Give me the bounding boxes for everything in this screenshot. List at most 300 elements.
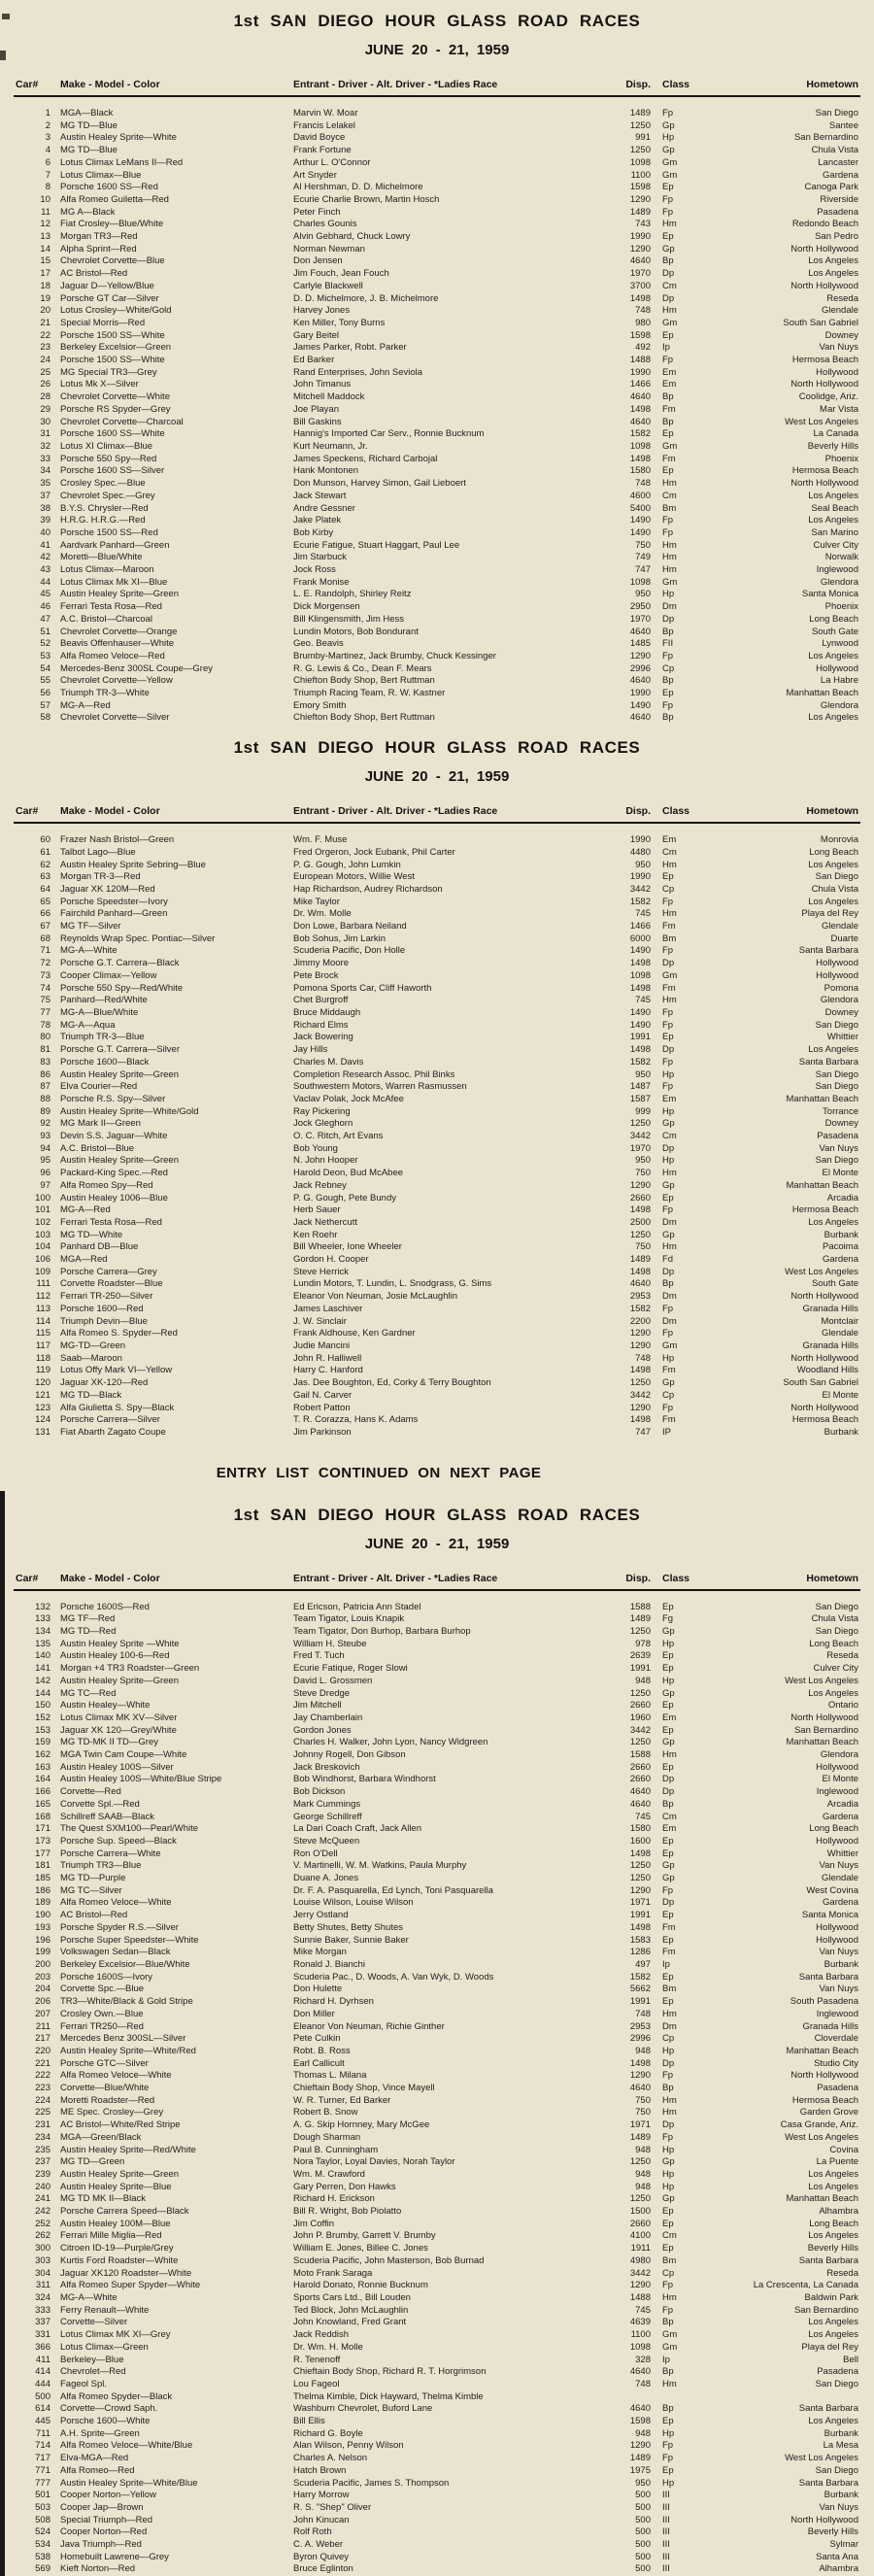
entry-row <box>0 1922 874 1935</box>
cell-make: Porsche 550 Spy—Red/White <box>60 982 184 994</box>
cell-car: 162 <box>35 1749 50 1761</box>
cell-class: Bp <box>662 2366 674 2378</box>
entry-row <box>0 1069 874 1082</box>
cell-home: Hollywood <box>816 1761 858 1773</box>
cell-home: Los Angeles <box>808 650 858 661</box>
cell-car: 331 <box>35 2329 50 2341</box>
cell-car: 100 <box>35 1192 50 1203</box>
cell-disp: 2660 <box>629 2218 651 2229</box>
cell-home: Sylmar <box>829 2539 858 2551</box>
cell-home: North Hollywood <box>790 1291 858 1303</box>
cell-car: 503 <box>35 2501 50 2513</box>
cell-disp: 328 <box>635 2354 651 2365</box>
cell-home: Gardena <box>823 1897 858 1909</box>
cell-home: Glendora <box>820 576 858 588</box>
cell-home: La Puente <box>816 2156 858 2168</box>
cell-home: Granada Hills <box>802 1339 858 1351</box>
cell-car: 67 <box>40 921 50 932</box>
entry-row <box>0 1812 874 1824</box>
cell-entrant: Moto Frank Saraga <box>293 2267 373 2279</box>
cell-home: Glendora <box>820 995 858 1006</box>
cell-car: 177 <box>35 1847 50 1859</box>
cell-make: Austin Healey 1006—Blue <box>60 1192 168 1203</box>
cell-home: Alhambra <box>819 2206 858 2218</box>
cell-home: Gardena <box>823 1254 858 1266</box>
cell-entrant: Dr. F. A. Pasquarella, Ed Lynch, Toni Pasquarella <box>293 1884 493 1896</box>
cell-disp: 1290 <box>629 193 651 205</box>
cell-car: 508 <box>35 2514 50 2525</box>
cell-disp: 950 <box>635 1155 651 1167</box>
cell-disp: 1970 <box>629 613 651 625</box>
cell-make: Porsche G.T. Carrera—Silver <box>60 1044 181 1056</box>
cell-make: A.C. Bristol—Blue <box>60 1142 135 1154</box>
cell-home: Duarte <box>830 932 858 944</box>
cell-home: Lancaster <box>818 156 858 168</box>
cell-disp: 1250 <box>629 1377 651 1389</box>
cell-car: 103 <box>35 1229 50 1240</box>
cell-home: Glendale <box>821 921 858 932</box>
cell-class: III <box>662 2514 670 2525</box>
cell-disp: 1098 <box>629 969 651 981</box>
entry-row <box>0 2305 874 2318</box>
cell-make: Fiat Crosley—Blue/White <box>60 219 164 230</box>
cell-entrant: Ed Ericson, Patricia Ann Stadel <box>293 1601 421 1612</box>
cell-home: Santa Barbara <box>798 1971 858 1983</box>
cell-disp: 1990 <box>629 871 651 883</box>
cell-make: Chevrolet Corvette—Silver <box>60 712 170 724</box>
cell-car: 171 <box>35 1823 50 1835</box>
cell-disp: 1991 <box>629 1996 651 2008</box>
cell-entrant: Pete Culkin <box>293 2033 341 2045</box>
entry-row <box>0 281 874 293</box>
cell-entrant: Eleanor Von Neuman, Josie McLaughlin <box>293 1291 457 1303</box>
cell-entrant: Harry Morrow <box>293 2490 350 2501</box>
cell-disp: 1489 <box>629 1613 651 1625</box>
entry-row <box>0 305 874 318</box>
cell-disp: 1250 <box>629 1737 651 1748</box>
cell-make: Aardvark Panhard—Green <box>60 539 170 551</box>
cell-car: 200 <box>35 1959 50 1970</box>
cell-make: Austin Healey—White <box>60 1700 151 1712</box>
cell-disp: 948 <box>635 1675 651 1686</box>
cell-make: Cooper Norton—Red <box>60 2526 148 2538</box>
entry-row <box>0 1094 874 1106</box>
cell-disp: 1911 <box>630 2243 651 2254</box>
cell-disp: 1466 <box>629 379 651 390</box>
cell-home: Monrovia <box>820 834 858 846</box>
cell-car: 159 <box>35 1737 50 1748</box>
cell-car: 106 <box>35 1254 50 1266</box>
cell-entrant: P. G. Gough, Pete Bundy <box>293 1192 396 1203</box>
cell-car: 252 <box>35 2218 50 2229</box>
entry-row <box>0 540 874 553</box>
entry-row <box>0 2416 874 2428</box>
cell-car: 62 <box>40 859 50 870</box>
cell-disp: 948 <box>635 2045 651 2056</box>
cell-class: Bp <box>662 2317 674 2328</box>
cell-car: 190 <box>35 1910 50 1921</box>
cell-class: Dp <box>662 1044 675 1056</box>
cell-home: Hollywood <box>816 1835 858 1847</box>
cell-disp: 1498 <box>629 1204 651 1216</box>
cell-home: Chula Vista <box>811 145 858 156</box>
cell-make: Alfa Romeo Spyder—Black <box>60 2390 173 2402</box>
cell-entrant: Richard H. Erickson <box>293 2193 375 2205</box>
entry-row <box>0 1230 874 1242</box>
cell-entrant: Robert B. Snow <box>293 2107 358 2118</box>
cell-car: 11 <box>41 206 50 218</box>
cell-disp: 1490 <box>629 515 651 526</box>
cell-disp: 1098 <box>629 156 651 168</box>
cell-entrant: Chiefton Body Shop, Bert Ruttman <box>293 712 435 724</box>
cell-disp: 4980 <box>629 2254 651 2266</box>
cell-home: Seal Beach <box>811 502 858 514</box>
cell-disp: 950 <box>635 859 651 870</box>
cell-disp: 750 <box>635 2107 651 2118</box>
cell-class: Dp <box>662 1897 675 1909</box>
cell-make: Fairchild Panhard—Green <box>60 908 168 920</box>
entry-row <box>0 1168 874 1180</box>
cell-home: Reseda <box>826 2267 858 2279</box>
cell-car: 39 <box>40 515 50 526</box>
entry-row <box>0 2255 874 2268</box>
entry-section-2 <box>0 738 874 1439</box>
entry-row <box>0 2009 874 2021</box>
cell-entrant: Chet Burgroff <box>293 995 349 1006</box>
cell-class: Gm <box>662 169 678 181</box>
cell-home: Downey <box>824 329 858 341</box>
cell-disp: 1990 <box>629 688 651 699</box>
cell-car: 104 <box>35 1241 50 1253</box>
entry-row <box>0 1180 874 1193</box>
cell-entrant: Jock Gleghorn <box>293 1118 353 1130</box>
column-header-class: Class <box>662 805 690 818</box>
cell-entrant: Jay Chamberlain <box>293 1712 363 1723</box>
entry-row <box>0 255 874 268</box>
entry-row <box>0 995 874 1007</box>
cell-disp: 1489 <box>629 206 651 218</box>
cell-home: Playa del Rey <box>801 2341 858 2353</box>
entry-row <box>0 1725 874 1738</box>
entry-row <box>0 834 874 847</box>
cell-disp: 500 <box>635 2501 651 2513</box>
entry-row <box>0 108 874 120</box>
cell-home: San Diego <box>815 1081 858 1093</box>
cell-entrant: David L. Grossmen <box>293 1675 373 1686</box>
cell-class: III <box>662 2501 670 2513</box>
cell-car: 242 <box>35 2206 50 2218</box>
cell-home: El Monte <box>822 1774 858 1785</box>
cell-car: 97 <box>40 1179 50 1191</box>
entry-row <box>0 2169 874 2182</box>
cell-class: Gp <box>662 1626 675 1638</box>
cell-make: Jaguar XK 120—Grey/White <box>60 1724 177 1736</box>
entry-row <box>0 712 874 725</box>
cell-home: San Diego <box>815 1155 858 1167</box>
cell-home: Riverside <box>820 193 858 205</box>
continued-notice: ENTRY LIST CONTINUED ON NEXT PAGE <box>216 1464 542 1481</box>
cell-make: Morgan TR3—Red <box>60 231 138 243</box>
cell-car: 34 <box>40 465 50 477</box>
cell-make: Porsche Carrera—White <box>60 1847 161 1859</box>
cell-make: Austin Healey Sprite—Green <box>60 1068 179 1080</box>
cell-disp: 980 <box>635 317 651 328</box>
cell-class: Fm <box>662 1921 676 1933</box>
entry-row <box>0 1737 874 1749</box>
entry-row <box>0 2428 874 2441</box>
column-header-row <box>0 1573 874 1585</box>
cell-make: Porsche 1600—Red <box>60 1303 144 1314</box>
column-header-row <box>0 79 874 91</box>
cell-home: Los Angeles <box>808 2181 858 2192</box>
cell-make: MG A—Black <box>60 206 116 218</box>
cell-entrant: Hank Montonen <box>293 465 359 477</box>
cell-car: 44 <box>40 576 50 588</box>
cell-disp: 1498 <box>629 292 651 304</box>
cell-class: Gm <box>662 576 678 588</box>
cell-car: 13 <box>40 231 50 243</box>
cell-home: Los Angeles <box>808 712 858 724</box>
cell-make: MG TD—White <box>60 1229 123 1240</box>
cell-entrant: C. A. Weber <box>293 2539 344 2551</box>
cell-make: Porsche G.T. Carrera—Black <box>60 958 180 969</box>
cell-car: 10 <box>40 193 50 205</box>
cell-disp: 1485 <box>629 638 651 650</box>
cell-entrant: Sunnie Baker, Sunnie Baker <box>293 1934 409 1946</box>
cell-entrant: Bob Dickson <box>293 1786 346 1798</box>
cell-car: 134 <box>35 1626 50 1638</box>
cell-home: Baldwin Park <box>804 2291 858 2303</box>
cell-entrant: Harvey Jones <box>293 305 351 317</box>
cell-make: Ferrari Mille Miglia—Red <box>60 2230 162 2242</box>
entry-row <box>0 651 874 663</box>
cell-make: MG TD-MK II TD—Grey <box>60 1737 158 1748</box>
cell-make: Porsche 1600 SS—White <box>60 428 165 440</box>
cell-car: 92 <box>40 1118 50 1130</box>
header-rule <box>14 95 860 97</box>
cell-car: 18 <box>40 280 50 291</box>
cell-class: Fp <box>662 1328 674 1339</box>
cell-disp: 1100 <box>630 169 651 181</box>
entry-row <box>0 2342 874 2355</box>
cell-entrant: Ken Roehr <box>293 1229 338 1240</box>
cell-class: Hm <box>662 2291 677 2303</box>
cell-entrant: John Knowland, Fred Grant <box>293 2317 407 2328</box>
cell-disp: 4640 <box>629 2366 651 2378</box>
entry-row <box>0 1749 874 1762</box>
entry-row <box>0 847 874 860</box>
cell-class: Gp <box>662 1873 675 1884</box>
cell-make: Porsche Super Speedster—White <box>60 1934 199 1946</box>
cell-class: Gp <box>662 1229 675 1240</box>
cell-entrant: Ecurie Charlie Brown, Martin Hosch <box>293 193 440 205</box>
entry-row <box>0 503 874 516</box>
entry-row <box>0 897 874 909</box>
entry-row <box>0 330 874 343</box>
cell-home: Los Angeles <box>808 1687 858 1699</box>
cell-home: North Hollywood <box>790 478 858 490</box>
entry-row <box>0 2095 874 2108</box>
cell-disp: 1286 <box>629 1947 651 1958</box>
cell-home: South Gate <box>811 626 858 637</box>
entry-row <box>0 2379 874 2391</box>
cell-disp: 1582 <box>629 1303 651 1314</box>
cell-entrant: Jay Hills <box>293 1044 328 1056</box>
cell-entrant: Scuderia Pac., D. Woods, A. Van Wyk, D. Woods <box>293 1971 494 1983</box>
cell-car: 142 <box>35 1675 50 1686</box>
cell-home: Glendora <box>820 1749 858 1761</box>
cell-home: West Los Angeles <box>785 2453 858 2464</box>
cell-home: Pasadena <box>817 2083 858 2094</box>
entry-row <box>0 1650 874 1663</box>
cell-home: La Canada <box>813 428 858 440</box>
entry-row <box>0 355 874 367</box>
cell-class: Hm <box>662 859 677 870</box>
cell-make: Ferrari Testa Rosa—Red <box>60 1216 162 1228</box>
cell-entrant: Lundin Motors, Bob Bondurant <box>293 626 419 637</box>
cell-make: Austin Healey Sprite—White/Gold <box>60 1105 199 1117</box>
entry-row <box>0 2478 874 2491</box>
cell-car: 538 <box>35 2551 50 2562</box>
cell-make: Ferrari TR250—Red <box>60 2020 144 2032</box>
cell-make: Cooper Norton—Yellow <box>60 2490 156 2501</box>
cell-home: San Marino <box>811 526 858 538</box>
event-date: JUNE 20 - 21, 1959 <box>364 42 510 58</box>
cell-home: Lynwood <box>822 638 858 650</box>
entry-row <box>0 1700 874 1712</box>
cell-class: Ep <box>662 182 674 193</box>
cell-disp: 1250 <box>629 1860 651 1872</box>
cell-make: Mercedes Benz 300SL—Silver <box>60 2033 186 2045</box>
cell-home: Hollywood <box>816 366 858 378</box>
cell-car: 80 <box>40 1032 50 1043</box>
entry-row <box>0 379 874 391</box>
cell-disp: 1498 <box>629 1921 651 1933</box>
cell-disp: 4640 <box>629 2403 651 2415</box>
cell-car: 81 <box>40 1044 50 1056</box>
cell-home: Playa del Rey <box>801 908 858 920</box>
cell-make: H.R.G. H.R.G.—Red <box>60 515 146 526</box>
cell-make: Chevrolet—Red <box>60 2366 126 2378</box>
cell-car: 166 <box>35 1786 50 1798</box>
cell-home: Manhattan Beach <box>786 688 858 699</box>
cell-car: 41 <box>40 539 50 551</box>
scan-artifact <box>0 51 6 60</box>
cell-car: 118 <box>35 1352 50 1364</box>
cell-home: North Hollywood <box>790 1402 858 1413</box>
cell-disp: 745 <box>635 1811 651 1822</box>
cell-make: Corvette Spl.—Red <box>60 1798 140 1810</box>
cell-car: 204 <box>35 1983 50 1995</box>
cell-home: South Gate <box>811 1278 858 1290</box>
scan-artifact <box>2 14 10 19</box>
cell-entrant: Sports Cars Ltd., Bill Louden <box>293 2291 411 2303</box>
cell-entrant: Pomona Sports Car, Cliff Haworth <box>293 982 432 994</box>
cell-car: 500 <box>35 2390 50 2402</box>
cell-class: Cp <box>662 2033 675 2045</box>
cell-home: Los Angeles <box>808 515 858 526</box>
cell-class: Dp <box>662 268 675 280</box>
cell-home: La Habre <box>820 675 858 687</box>
cell-make: Corvette Roadster—Blue <box>60 1278 163 1290</box>
cell-disp: 745 <box>635 995 651 1006</box>
cell-home: Inglewood <box>816 2008 858 2019</box>
cell-class: Ep <box>662 329 674 341</box>
cell-home: North Hollywood <box>790 379 858 390</box>
cell-entrant: Mike Morgan <box>293 1947 347 1958</box>
cell-class: Ep <box>662 1934 674 1946</box>
cell-disp: 1290 <box>629 1179 651 1191</box>
cell-class: Ip <box>662 2354 670 2365</box>
cell-car: 57 <box>40 699 50 711</box>
cell-home: Manhattan Beach <box>786 2193 858 2205</box>
cell-make: Porsche Carrera—Silver <box>60 1414 160 1426</box>
cell-car: 193 <box>35 1921 50 1933</box>
cell-class: Cm <box>662 1811 677 1822</box>
cell-entrant: Francis Lelakel <box>293 119 355 131</box>
cell-car: 2 <box>45 119 50 131</box>
cell-disp: 978 <box>635 1638 651 1649</box>
entry-row <box>0 2107 874 2119</box>
cell-home: Van Nuys <box>819 2501 858 2513</box>
cell-make: Lotus Offy Mark VI—Yellow <box>60 1365 173 1376</box>
cell-disp: 2639 <box>629 1650 651 1662</box>
cell-home: La Crescenta, La Canada <box>753 2280 858 2291</box>
cell-make: TR3—White/Black & Gold Stripe <box>60 1996 193 2008</box>
entry-row <box>0 1340 874 1353</box>
cell-class: Fp <box>662 1402 674 1413</box>
entry-row <box>0 2292 874 2305</box>
cell-class: Gp <box>662 1687 675 1699</box>
cell-car: 6 <box>45 156 50 168</box>
entry-row <box>0 491 874 503</box>
cell-class: Gm <box>662 2329 678 2341</box>
cell-disp: 3442 <box>629 1724 651 1736</box>
cell-car: 120 <box>35 1377 50 1389</box>
cell-make: Austin Healey 100M—Blue <box>60 2218 171 2229</box>
cell-entrant: Wm. M. Crawford <box>293 2168 365 2180</box>
entry-row <box>0 2317 874 2329</box>
cell-entrant: Frank Fortune <box>293 145 352 156</box>
cell-entrant: Wm. F. Muse <box>293 834 348 846</box>
cell-class: Gm <box>662 2341 678 2353</box>
cell-class: Em <box>662 1093 677 1104</box>
cell-disp: 749 <box>635 552 651 563</box>
cell-class: Fp <box>662 108 674 119</box>
cell-disp: 492 <box>635 342 651 354</box>
entry-row <box>0 318 874 330</box>
cell-disp: 1498 <box>629 958 651 969</box>
cell-entrant: Don Lowe, Barbara Neiland <box>293 921 407 932</box>
column-header-car: Car# <box>16 79 39 90</box>
cell-make: MG TD—Blue <box>60 145 118 156</box>
cell-class: Fd <box>662 1254 674 1266</box>
cell-class: Em <box>662 1712 677 1723</box>
cell-car: 46 <box>40 601 50 613</box>
cell-disp: 747 <box>635 564 651 576</box>
cell-make: Austin Healey Sprite—Red/White <box>60 2144 196 2155</box>
entry-row <box>0 207 874 220</box>
event-date: JUNE 20 - 21, 1959 <box>364 1535 510 1552</box>
cell-home: Bell <box>843 2354 858 2365</box>
cell-entrant: Ronald J. Bianchi <box>293 1959 365 1970</box>
cell-make: Corvette—Blue/White <box>60 2083 150 2094</box>
cell-disp: 500 <box>635 2490 651 2501</box>
cell-disp: 748 <box>635 478 651 490</box>
cell-make: Saab—Maroon <box>60 1352 122 1364</box>
cell-class: Fm <box>662 1947 676 1958</box>
cell-class: IP <box>662 1426 671 1438</box>
